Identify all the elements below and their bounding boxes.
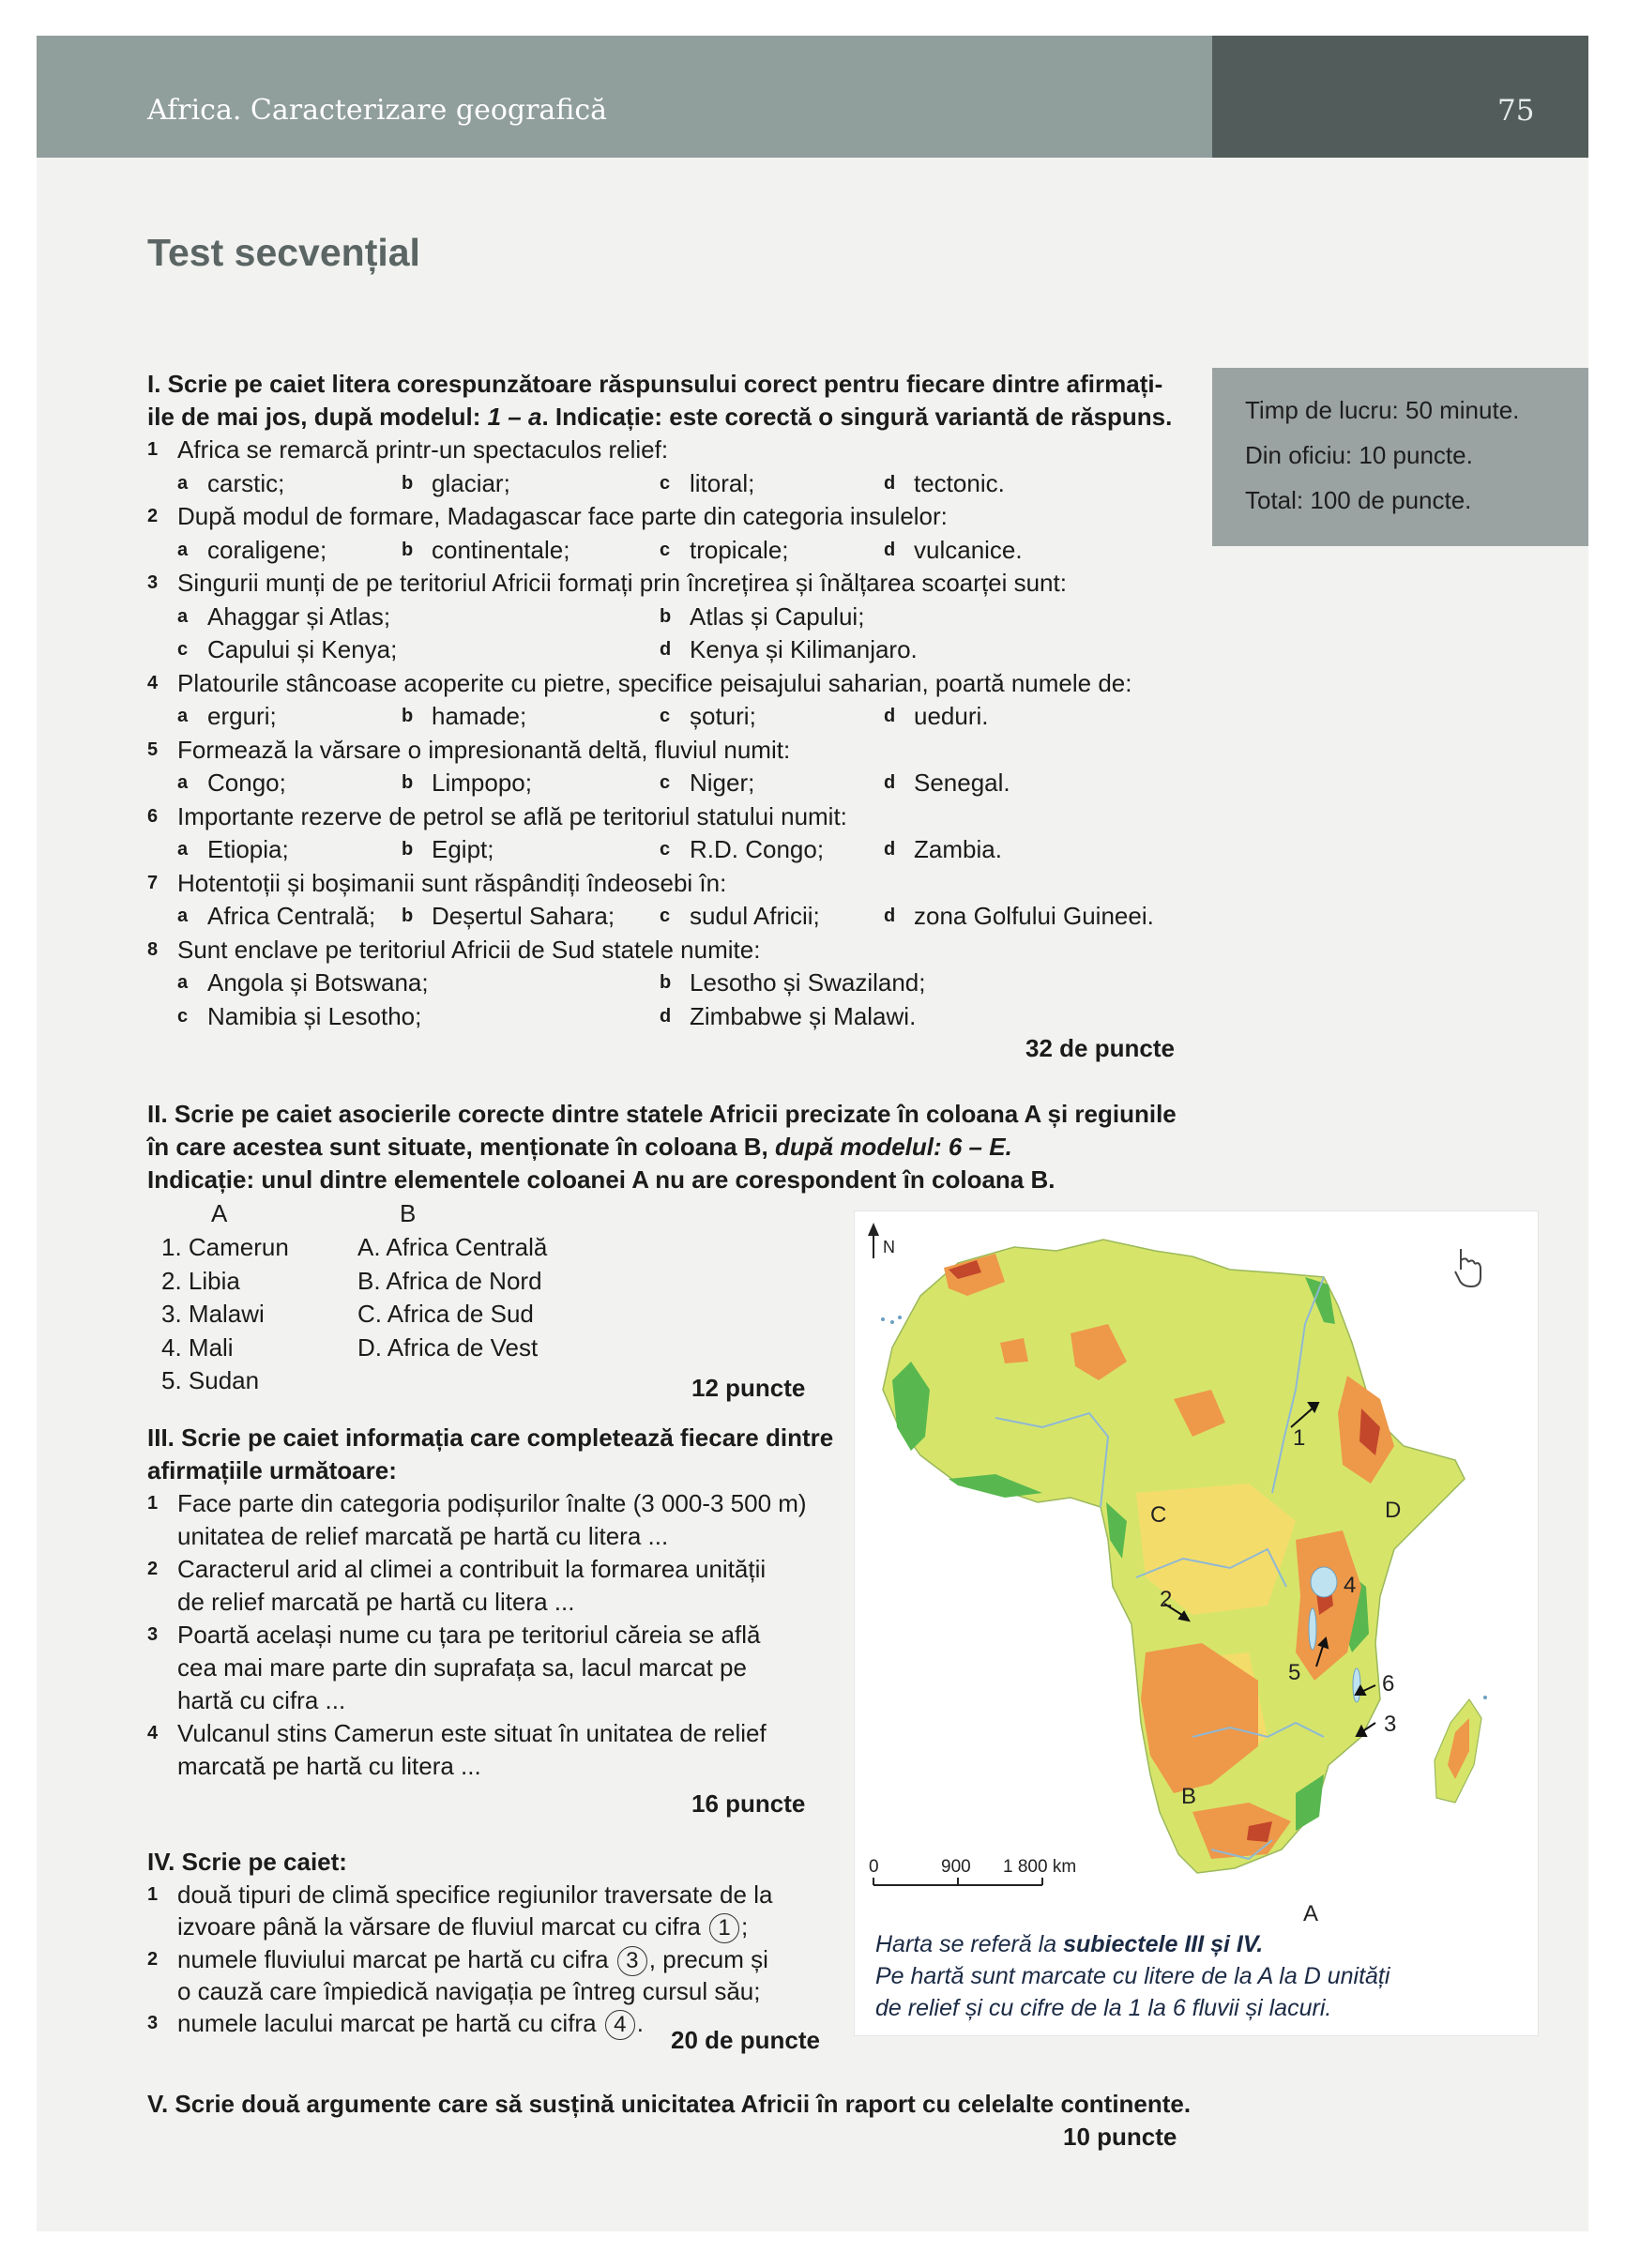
- map-letter-c: C: [1150, 1502, 1167, 1528]
- section-2-title-line1: II. Scrie pe caiet asocierile corecte dintre statele Africii precizate în coloana A și regiunile: [147, 1100, 1177, 1128]
- section-4-item2-line2: o cauză care împiedică navigația pe întreg cursul său;: [177, 1977, 761, 2005]
- section-3-title-line1: III. Scrie pe caiet informația care completează fiecare dintre: [147, 1423, 834, 1452]
- column-a-item: 4. Mali: [161, 1332, 234, 1362]
- option-letter: d: [884, 772, 896, 793]
- option-text: Limpopo;: [432, 769, 532, 797]
- option-letter: c: [177, 639, 189, 660]
- option-text: coraligene;: [207, 535, 327, 564]
- statement-text: Caracterul arid al climei a contribuit la formarea unității: [177, 1555, 767, 1583]
- option-letter: b: [402, 706, 414, 726]
- option-letter: d: [884, 839, 896, 860]
- option-text: R.D. Congo;: [690, 835, 825, 863]
- statement-text: Face parte din categoria podișurilor înalte (3 000-3 500 m): [177, 1489, 807, 1517]
- option-text: Niger;: [690, 769, 755, 797]
- question-number: 2: [147, 506, 159, 526]
- section-1-title-line2: ile de mai jos, după modelul: 1 – a. Indicație: este corectă o singură variantă de răspuns.: [147, 403, 1173, 431]
- section-3-points: 16 puncte: [691, 1789, 806, 1818]
- option-letter: b: [402, 772, 414, 793]
- africa-relief-map: [855, 1211, 1538, 2035]
- statement-text: hartă cu cifra ...: [177, 1686, 346, 1714]
- option-letter: b: [402, 472, 414, 494]
- option-text: Etiopia;: [207, 835, 289, 863]
- statement-text: marcată pe hartă cu litera ...: [177, 1752, 481, 1780]
- map-number-1: 1: [1293, 1425, 1306, 1451]
- item-number: 2: [147, 1949, 159, 1970]
- statement-text: Poartă același nume cu țara pe teritoriul căreia se află: [177, 1621, 761, 1649]
- question-number: 7: [147, 872, 159, 893]
- item-number: 3: [147, 1624, 159, 1645]
- map-number-5: 5: [1288, 1660, 1301, 1685]
- option-letter: b: [402, 839, 414, 860]
- scale-label-1800: 1 800 km: [1003, 1857, 1077, 1877]
- section-3-title-line2: afirmațiile următoare:: [147, 1456, 397, 1484]
- item-number: 1: [147, 1884, 159, 1905]
- chapter-title: Africa. Caracterizare geografică: [147, 94, 608, 127]
- page-title: Test secvențial: [147, 231, 420, 274]
- option-text: Congo;: [207, 769, 286, 797]
- circled-number: 3: [617, 1946, 647, 1976]
- map-number-3: 3: [1384, 1712, 1397, 1737]
- option-letter: d: [660, 1005, 672, 1027]
- option-letter: d: [884, 539, 896, 560]
- section-4-item2-line1: numele fluviului marcat pe hartă cu cifra 3 , precum și: [177, 1943, 768, 1976]
- section-4-item1-line2: izvoare până la vărsare de fluviul marcat cu cifra 1 ;: [177, 1910, 748, 1943]
- item-number: 2: [147, 1559, 159, 1579]
- section-4-title: IV. Scrie pe caiet:: [147, 1848, 347, 1876]
- option-text: Lesotho și Swaziland;: [690, 968, 926, 997]
- option-text: glaciar;: [432, 468, 510, 497]
- option-text: sudul Africii;: [690, 902, 820, 930]
- section-4-item1-line1: două tipuri de climă specifice regiunilor traversate de la: [177, 1880, 773, 1909]
- option-text: hamade;: [432, 702, 527, 730]
- option-text: zona Golfului Guineei.: [914, 902, 1154, 930]
- question-text: Sunt enclave pe teritoriul Africii de Sud statele numite:: [177, 935, 761, 964]
- map-letter-b: B: [1181, 1784, 1197, 1809]
- option-letter: a: [177, 539, 189, 560]
- question-text: Formează la vărsare o impresionantă deltă, fluviul numit:: [177, 735, 791, 764]
- option-letter: d: [884, 906, 896, 926]
- statement-text: Vulcanul stins Camerun este situat în unitatea de relief: [177, 1719, 767, 1747]
- hand-pointer-icon: [1455, 1249, 1481, 1286]
- option-text: ueduri.: [914, 702, 989, 730]
- map-number-6: 6: [1382, 1671, 1395, 1697]
- question-number: 8: [147, 938, 159, 960]
- default-points: Din oficiu: 10 puncte.: [1245, 441, 1473, 469]
- option-letter: d: [884, 706, 896, 726]
- option-letter: c: [177, 1005, 189, 1027]
- option-letter: a: [177, 706, 189, 726]
- column-a-item: 2. Libia: [161, 1266, 240, 1295]
- option-letter: b: [402, 539, 414, 560]
- option-text: erguri;: [207, 702, 277, 730]
- section-2-hint: Indicație: unul dintre elementele coloanei A nu are corespondent în coloana B.: [147, 1165, 1055, 1194]
- option-letter: a: [177, 972, 189, 993]
- section-1-title-line1: I. Scrie pe caiet litera corespunzătoare răspunsului corect pentru fiecare dintre afirmați-: [147, 370, 1163, 398]
- item-number: 3: [147, 2013, 159, 2033]
- option-text: șoturi;: [690, 702, 756, 730]
- option-letter: b: [660, 972, 672, 993]
- option-letter: c: [660, 472, 671, 494]
- section-1-points: 32 de puncte: [1025, 1034, 1175, 1062]
- section-2-points: 12 puncte: [691, 1374, 806, 1402]
- question-text: Importante rezerve de petrol se află pe teritoriul statului numit:: [177, 801, 847, 830]
- option-letter: d: [884, 472, 896, 494]
- question-number: 5: [147, 738, 159, 760]
- option-text: Angola și Botswana;: [207, 968, 429, 997]
- option-letter: c: [660, 539, 671, 560]
- column-b-item: D. Africa de Vest: [357, 1332, 539, 1362]
- section-4-item3-line1: numele lacului marcat pe hartă cu cifra 4 .: [177, 2007, 644, 2040]
- section-5-points: 10 puncte: [1063, 2123, 1177, 2151]
- option-text: Ahaggar și Atlas;: [207, 601, 391, 631]
- column-b-header: B: [400, 1199, 417, 1227]
- option-text: Africa Centrală;: [207, 902, 376, 930]
- option-text: litoral;: [690, 468, 755, 497]
- map-number-2: 2: [1160, 1587, 1173, 1612]
- option-text: Namibia și Lesotho;: [207, 1001, 422, 1030]
- option-letter: a: [177, 906, 189, 926]
- option-letter: a: [177, 472, 189, 494]
- option-text: carstic;: [207, 468, 285, 497]
- circled-number: 1: [709, 1913, 739, 1943]
- option-letter: c: [660, 839, 671, 860]
- question-text: După modul de formare, Madagascar face parte din categoria insulelor:: [177, 502, 948, 530]
- map-caption-line2: Pe hartă sunt marcate cu litere de la A la D unități: [875, 1963, 1390, 1989]
- option-text: Atlas și Capului;: [690, 601, 865, 631]
- option-text: tectonic.: [914, 468, 1005, 497]
- option-letter: d: [660, 639, 672, 660]
- circled-number: 4: [605, 2010, 635, 2040]
- question-number: 3: [147, 572, 159, 593]
- section-5-title: V. Scrie două argumente care să susțină unicitatea Africii în raport cu celelalte continente.: [147, 2090, 1192, 2118]
- option-text: continentale;: [432, 535, 570, 564]
- option-text: tropicale;: [690, 535, 789, 564]
- question-text: Platourile stâncoase acoperite cu pietre, specifice peisajului saharian, poartă numele de:: [177, 668, 1132, 697]
- question-text: Africa se remarcă printr-un spectaculos relief:: [177, 435, 669, 464]
- question-text: Singurii munți de pe teritoriul Africii formați prin încrețirea și înălțarea scoarței sunt:: [177, 569, 1067, 597]
- option-text: Zambia.: [914, 835, 1002, 863]
- option-text: Deșertul Sahara;: [432, 902, 615, 930]
- option-letter: b: [402, 906, 414, 926]
- statement-text: de relief marcată pe hartă cu litera ...: [177, 1588, 575, 1616]
- option-text: Kenya și Kilimanjaro.: [690, 635, 918, 663]
- column-b-item: C. Africa de Sud: [357, 1300, 534, 1328]
- column-b-item: B. Africa de Nord: [357, 1266, 542, 1295]
- column-a-item: 1. Camerun: [161, 1233, 289, 1261]
- option-letter: b: [660, 605, 672, 627]
- column-a-header: A: [211, 1199, 228, 1227]
- map-letter-d: D: [1385, 1498, 1402, 1523]
- scale-label-0: 0: [869, 1857, 879, 1877]
- column-b-item: A. Africa Centrală: [357, 1233, 548, 1261]
- total-points: Total: 100 de puncte.: [1245, 486, 1472, 514]
- question-text: Hotentoții și boșimanii sunt răspândiți îndeosebi în:: [177, 868, 727, 897]
- option-letter: a: [177, 772, 189, 793]
- item-number: 1: [147, 1493, 159, 1514]
- section-4-points: 20 de puncte: [671, 2026, 820, 2054]
- map-letter-a: A: [1303, 1901, 1319, 1926]
- section-2-title-line2: în care acestea sunt situate, menționate în coloana B, după modelul: 6 – E.: [147, 1133, 1012, 1161]
- north-label: N: [883, 1238, 895, 1256]
- map-number-4: 4: [1344, 1573, 1357, 1598]
- question-number: 1: [147, 439, 159, 460]
- option-text: Egipt;: [432, 835, 494, 863]
- option-letter: c: [660, 906, 671, 926]
- work-time: Timp de lucru: 50 minute.: [1245, 396, 1520, 424]
- option-letter: c: [660, 772, 671, 793]
- column-a-item: 5. Sudan: [161, 1366, 260, 1394]
- item-number: 4: [147, 1723, 159, 1743]
- time-info-box: [1212, 368, 1588, 546]
- option-text: vulcanice.: [914, 535, 1023, 564]
- map-caption-line3: de relief și cu cifre de la 1 la 6 fluvii și lacuri.: [875, 1995, 1332, 2021]
- option-text: Zimbabwe și Malawi.: [690, 1001, 917, 1030]
- africa-map: [854, 1210, 1539, 2036]
- question-number: 6: [147, 805, 159, 827]
- map-caption-line1: Harta se referă la subiectele III și IV.: [875, 1931, 1264, 1957]
- page-number: 75: [1497, 94, 1535, 128]
- option-text: Senegal.: [914, 769, 1010, 797]
- option-letter: a: [177, 605, 189, 627]
- scale-label-900: 900: [941, 1857, 971, 1877]
- question-number: 4: [147, 672, 159, 693]
- option-text: Capului și Kenya;: [207, 635, 398, 663]
- column-a-item: 3. Malawi: [161, 1300, 265, 1328]
- option-letter: c: [660, 706, 671, 726]
- option-letter: a: [177, 839, 189, 860]
- statement-text: unitatea de relief marcată pe hartă cu litera ...: [177, 1522, 669, 1550]
- statement-text: cea mai mare parte din suprafața sa, lacul marcat pe: [177, 1653, 747, 1682]
